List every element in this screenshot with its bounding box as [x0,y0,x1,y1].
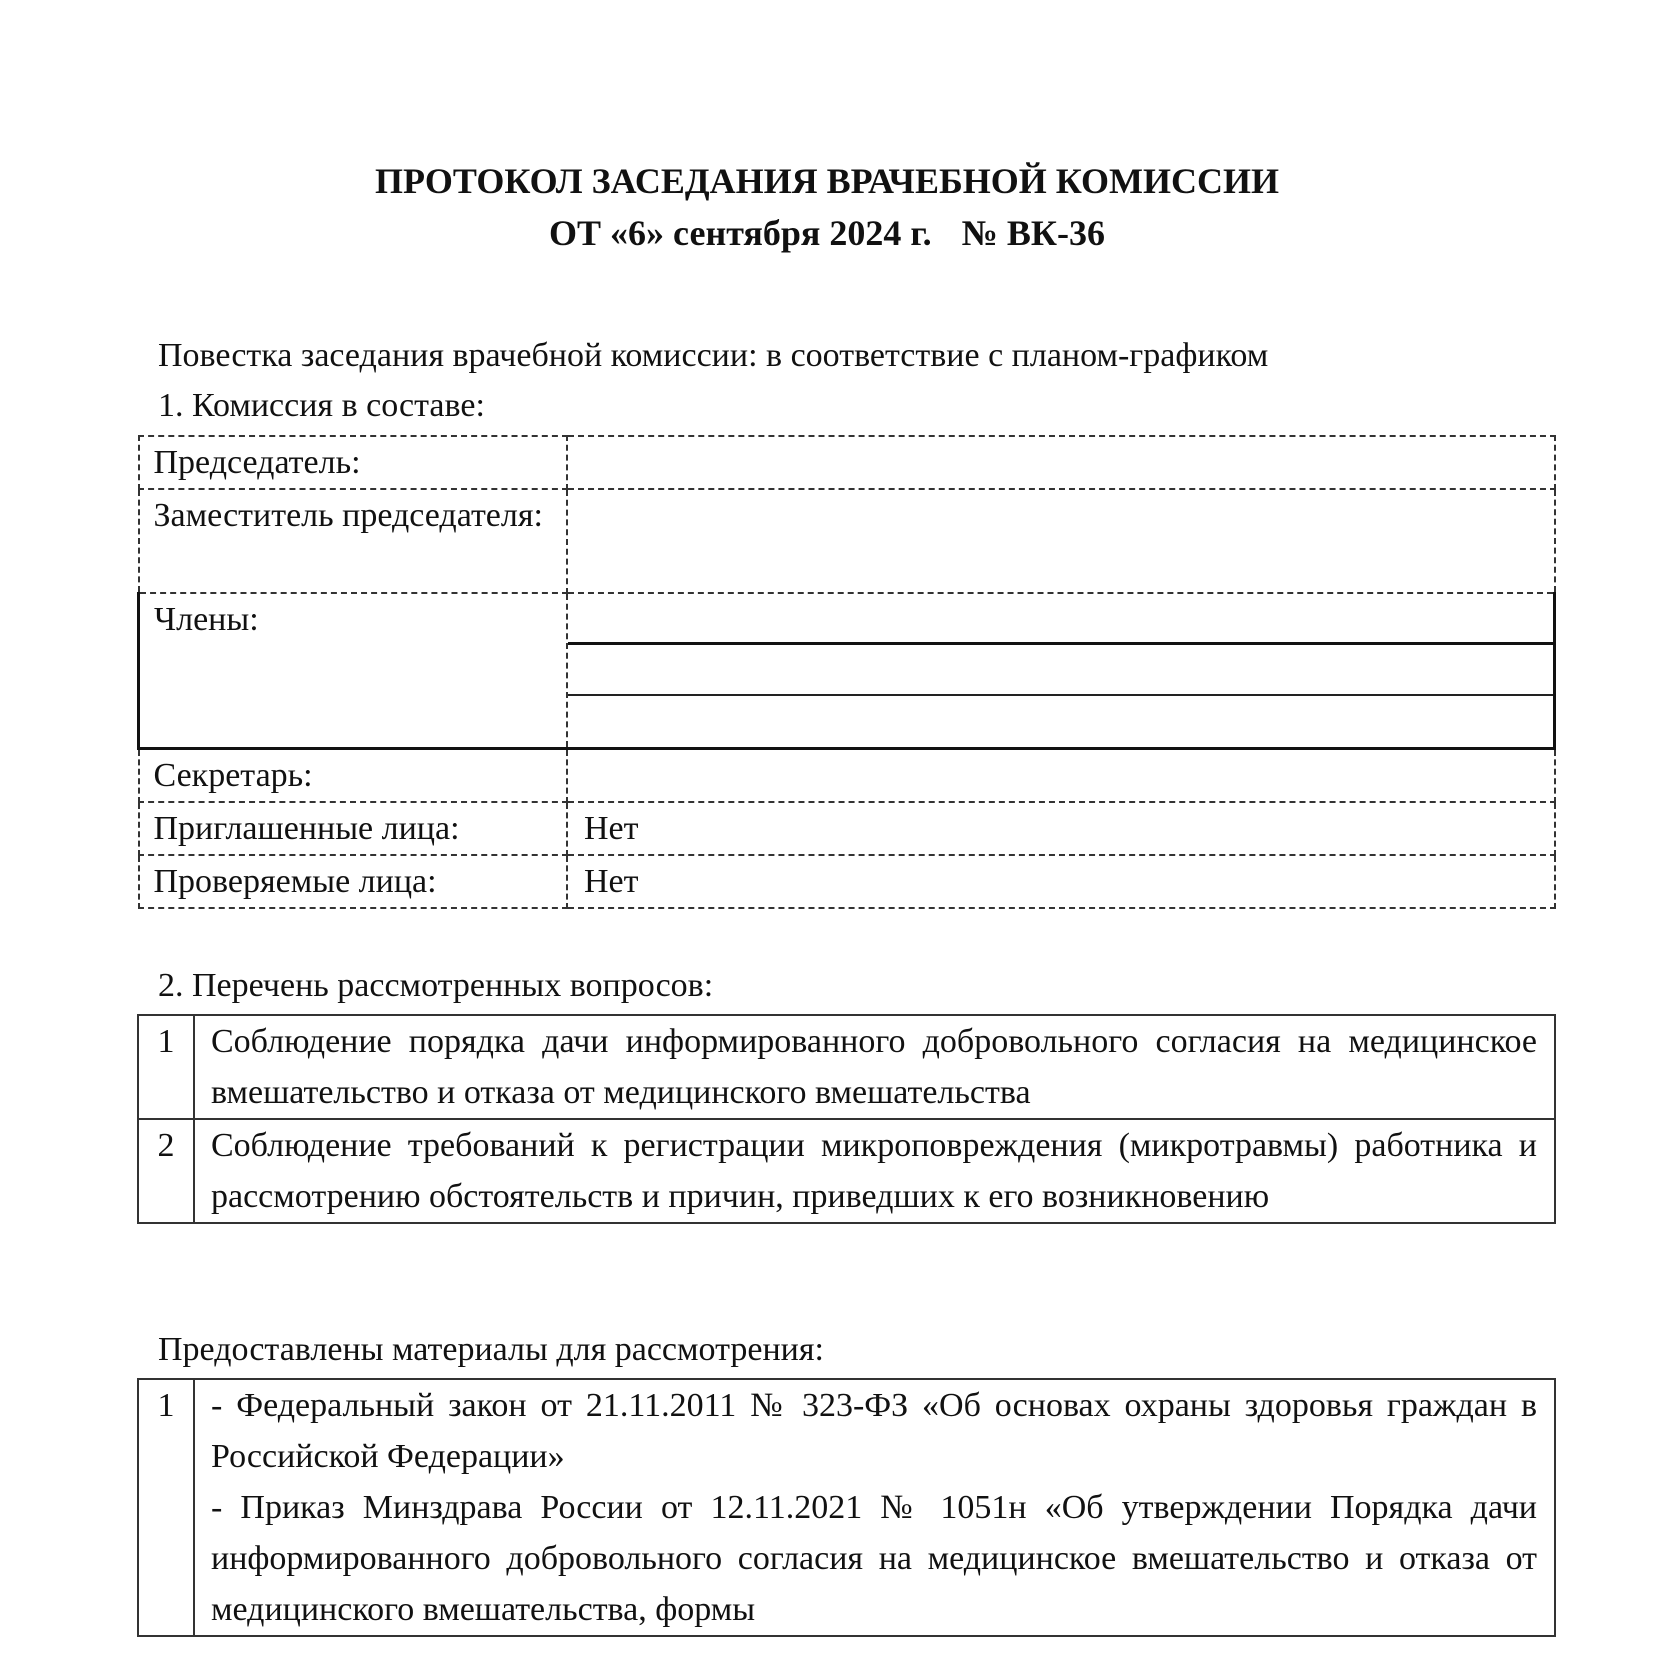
inspected-value: Нет [567,855,1555,908]
table-row [139,855,1555,908]
deputy-value [567,489,1555,593]
member-line [568,696,1553,747]
table-row [138,1119,1555,1223]
secretary-label: Секретарь: [139,749,568,803]
document-date-number [0,208,1654,258]
table-row [139,749,1555,803]
document-number: № ВК-36 [961,213,1105,253]
question-text: Соблюдение порядка дачи информированного добровольного согласия на медицинское вмешательство и отказа от медицинского вмешательства [194,1015,1555,1119]
members-label: Члены: [139,593,568,749]
table-row [139,489,1555,593]
material-line: - Приказ Минздрава России от 12.11.2021 № 1051н «Об утверждении Порядка дачи информированного добровольного согласия на медицинское вмешательство и отказа от медицинского вмешательства, формы [211,1489,1537,1628]
chairman-label: Председатель: [139,436,568,489]
table-row [139,436,1555,489]
inspected-label: Проверяемые лица: [139,855,568,908]
materials-heading: Предоставлены материалы для рассмотрения: [158,1331,824,1368]
member-line [568,645,1553,696]
deputy-label: Заместитель председателя: [139,489,568,593]
table-row [138,1015,1555,1119]
secretary-value [567,749,1555,803]
chairman-value [567,436,1555,489]
composition-heading: 1. Комиссия в составе: [158,387,485,424]
document-title: ПРОТОКОЛ ЗАСЕДАНИЯ ВРАЧЕБНОЙ КОМИССИИ [375,161,1279,201]
members-value [567,593,1555,749]
question-number: 1 [138,1015,194,1119]
document-date: ОТ «6» сентября 2024 г. [549,213,932,253]
table-row [139,802,1555,855]
agenda-text: Повестка заседания врачебной комиссии: в соответствие с планом-графиком [158,337,1269,374]
questions-table [137,1014,1556,1224]
material-line: - Федеральный закон от 21.11.2011 № 323-ФЗ «Об основах охраны здоровья граждан в Российской Федерации» [211,1387,1537,1475]
questions-heading: 2. Перечень рассмотренных вопросов: [158,967,714,1004]
material-number: 1 [138,1379,194,1636]
invited-value: Нет [567,802,1555,855]
materials-table [137,1378,1556,1637]
material-text [194,1379,1555,1636]
commission-composition-table [137,435,1556,909]
question-text: Соблюдение требований к регистрации микроповреждения (микротравмы) работника и рассмотрению обстоятельств и причин, приведших к его возникновению [194,1119,1555,1223]
invited-label: Приглашенные лица: [139,802,568,855]
member-line [568,594,1553,645]
question-number: 2 [138,1119,194,1223]
table-row [139,593,1555,749]
table-row [138,1379,1555,1636]
